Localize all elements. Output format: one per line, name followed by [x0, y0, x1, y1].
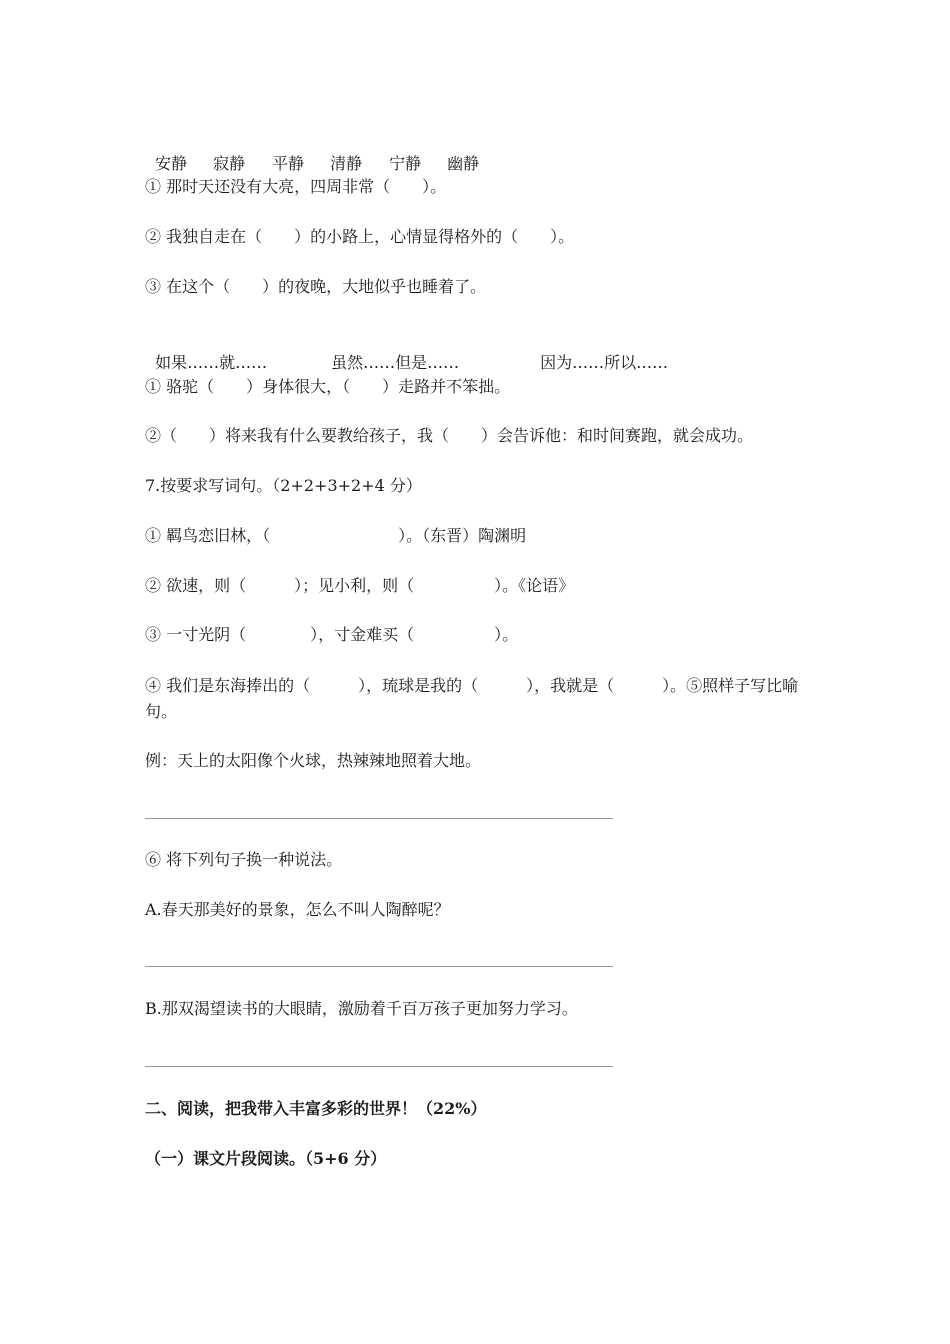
- section-7-title: 7.按要求写词句。（2+2+3+2+4 分）: [145, 476, 422, 495]
- question-4: ① 骆驼（ ）身体很大，（ ）走路并不笨拙。: [145, 377, 511, 396]
- conjunction-option: 如果……就……: [155, 353, 268, 372]
- question-5: ②（ ）将来我有什么要教给孩子，我（ ）会告诉他：和时间赛跑，就会成功。: [145, 426, 754, 445]
- section-7-item-1: ① 羁鸟恋旧林，（ ）。（东晋）陶渊明: [145, 526, 527, 545]
- subsection-1-title: （一）课文片段阅读。（5+6 分）: [145, 1149, 387, 1168]
- word-option: 寂静: [213, 154, 246, 173]
- example-sentence: 例：天上的太阳像个火球，热辣辣地照着大地。: [145, 751, 482, 770]
- section-7-item-3: ③ 一寸光阴（ ），寸金难买（ ）。: [145, 625, 519, 644]
- conjunction-option: 虽然……但是……: [331, 353, 460, 372]
- question-2: ② 我独自走在（ ）的小路上，心情显得格外的（ ）。: [145, 227, 575, 246]
- question-1: ① 那时天还没有大亮，四周非常（ ）。: [145, 177, 447, 196]
- word-option: 幽静: [447, 154, 480, 173]
- question-3: ③ 在这个（ ）的夜晚，大地似乎也睡着了。: [145, 277, 487, 296]
- sentence-b: B.那双渴望读书的大眼睛，激励着千百万孩子更加努力学习。: [145, 999, 578, 1018]
- word-option: 安静: [155, 154, 188, 173]
- conjunction-option: 因为……所以……: [540, 353, 669, 372]
- word-bank-1: [145, 125, 479, 177]
- answer-line-2[interactable]: [145, 966, 613, 967]
- word-option: 宁静: [389, 154, 422, 173]
- word-option: 平静: [272, 154, 305, 173]
- section-7-item-6: ⑥ 将下列句子换一种说法。: [145, 850, 343, 869]
- word-option: 清静: [330, 154, 363, 173]
- section-7-item-2: ② 欲速，则（ ）；见小利，则（ ）。《论语》: [145, 576, 575, 595]
- answer-line-1[interactable]: [145, 818, 613, 819]
- sentence-a: A.春天那美好的景象，怎么不叫人陶醉呢？: [145, 900, 450, 919]
- section-7-item-4: ④ 我们是东海捧出的（ ），琉球是我的（ ），我就是（ ）。⑤照样子写比喻句。: [145, 676, 799, 721]
- section-2-title: 二、阅读，把我带入丰富多彩的世界！（22%）: [145, 1099, 487, 1118]
- answer-line-3[interactable]: [145, 1066, 613, 1067]
- word-bank-2: [145, 324, 668, 376]
